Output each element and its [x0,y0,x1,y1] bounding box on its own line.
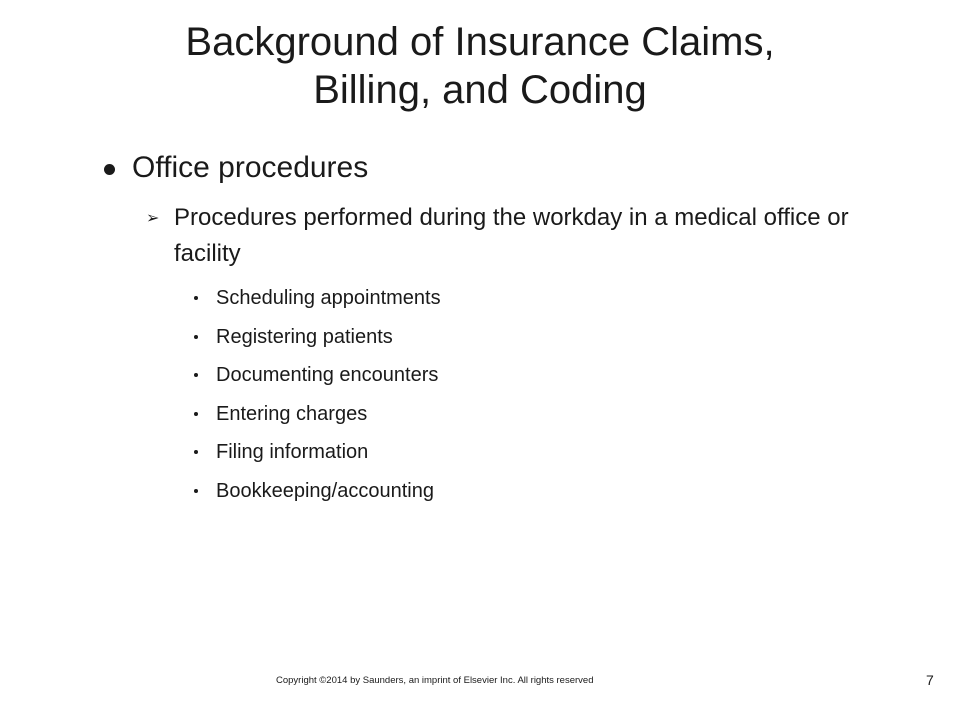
bullet-level1-text: Office procedures [132,151,369,184]
filled-circle-icon [104,164,115,175]
bullet-level2-text: Procedures performed during the workday in a medical office or facility [174,204,849,267]
list-item-text: Filing information [216,441,369,463]
copyright-footer: Copyright ©2014 by Saunders, an imprint of Elsevier Inc. All rights reserved [276,675,594,686]
list-item-text: Documenting encounters [216,364,439,386]
small-dot-icon [194,373,198,377]
list-item-text: Scheduling appointments [216,287,441,309]
small-dot-icon [194,335,198,339]
small-dot-icon [194,296,198,300]
arrowhead-icon: ➢ [146,210,160,227]
list-item-text: Bookkeeping/accounting [216,479,434,502]
small-dot-icon [194,489,198,493]
slide-title-line-2: Billing, and Coding [313,68,647,112]
page-number: 7 [926,672,934,688]
small-dot-icon [194,412,198,416]
small-dot-icon [194,450,198,454]
list-item-text: Registering patients [216,325,393,348]
slide-title-line-1: Background of Insurance Claims, [185,20,775,64]
list-item-text: Entering charges [216,402,368,425]
slide-title [60,18,900,114]
